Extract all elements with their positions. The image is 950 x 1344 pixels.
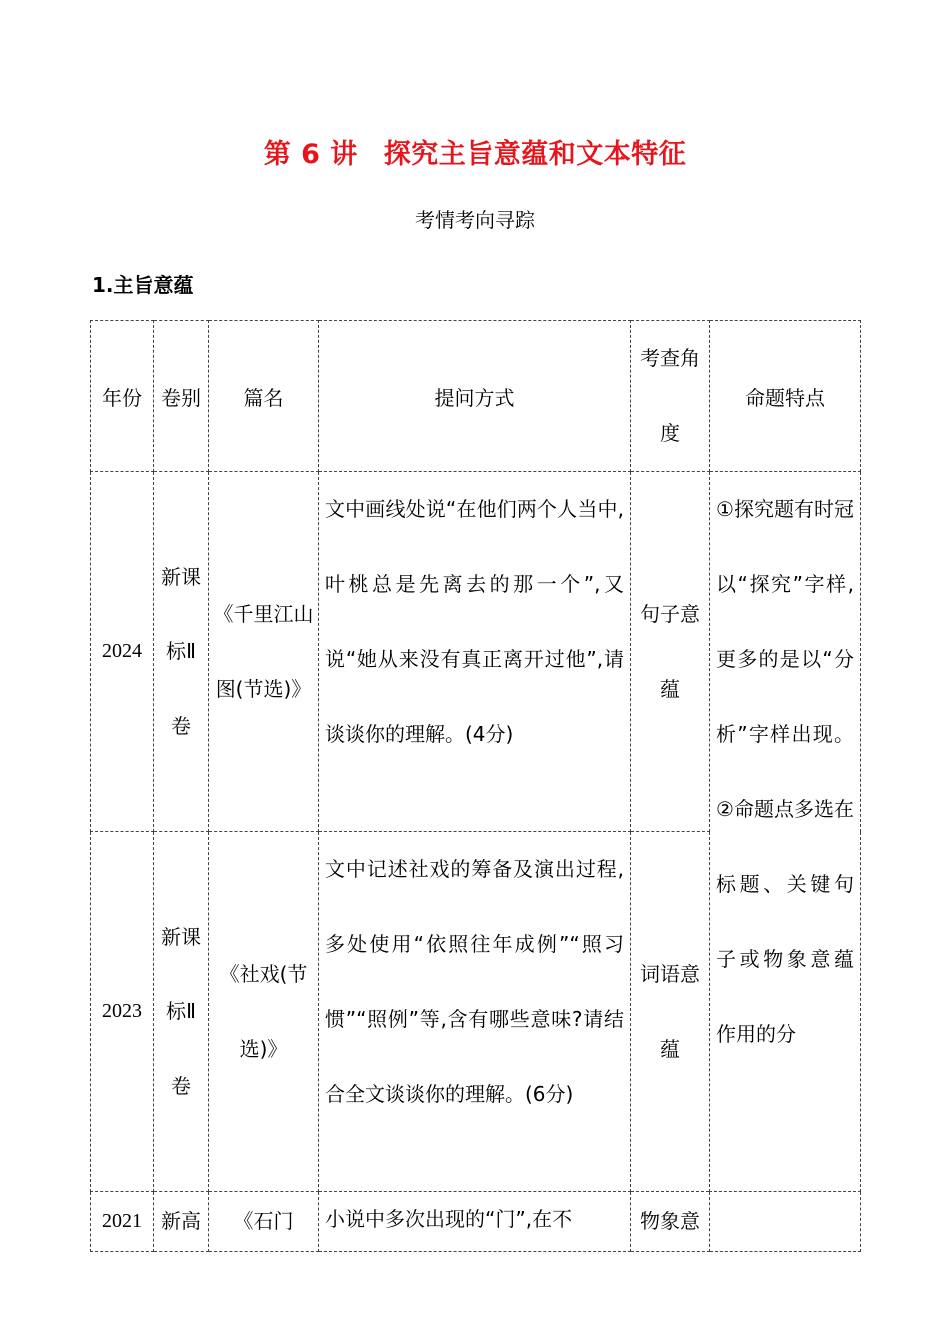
header-trait: 命题特点 (710, 321, 861, 472)
row-question: 文中画线处说“在他们两个人当中,叶桃总是先离去的那一个”,又说“她从来没有真正离开过他”,请谈谈你的理解。(4分) (319, 472, 631, 832)
row-trait-continued (710, 1192, 861, 1252)
header-article: 篇名 (209, 321, 319, 472)
row-angle: 句子意蕴 (631, 472, 710, 832)
row-article: 《石门 (209, 1192, 319, 1252)
row-year: 2024 (91, 472, 154, 832)
section-heading: 1.主旨意蕴 (92, 273, 194, 297)
row-angle: 词语意蕴 (631, 832, 710, 1192)
header-question: 提问方式 (319, 321, 631, 472)
row-question: 文中记述社戏的筹备及演出过程,多处使用“依照往年成例”“照习惯”“照例”等,含有哪些意味?请结合全文谈谈你的理解。(6分) (319, 832, 631, 1192)
row-paper: 新课标Ⅱ卷 (154, 832, 209, 1192)
header-paper: 卷别 (154, 321, 209, 472)
lecture-number: 第 6 讲 (263, 139, 358, 170)
row-year: 2021 (91, 1192, 154, 1252)
exam-table (90, 320, 861, 1252)
row-article: 《社戏(节选)》 (209, 832, 319, 1192)
subtitle: 考情考向寻踪 (415, 208, 535, 232)
table-row (91, 1192, 861, 1252)
table-header-row (91, 321, 861, 472)
row-question: 小说中多次出现的“门”,在不 (319, 1192, 631, 1252)
row-paper: 新高 (154, 1192, 209, 1252)
header-year: 年份 (91, 321, 154, 472)
lecture-topic: 探究主旨意蕴和文本特征 (383, 139, 687, 170)
row-trait: ①探究题有时冠以“探究”字样,更多的是以“分析”字样出现。②命题点多选在标题、关键句子或物象意蕴作用的分 (710, 472, 861, 1192)
page-title (0, 132, 950, 171)
row-angle: 物象意 (631, 1192, 710, 1252)
header-angle: 考查角度 (631, 321, 710, 472)
table-row (91, 472, 861, 832)
row-paper: 新课标Ⅱ卷 (154, 472, 209, 832)
row-year: 2023 (91, 832, 154, 1192)
row-article: 《千里江山图(节选)》 (209, 472, 319, 832)
